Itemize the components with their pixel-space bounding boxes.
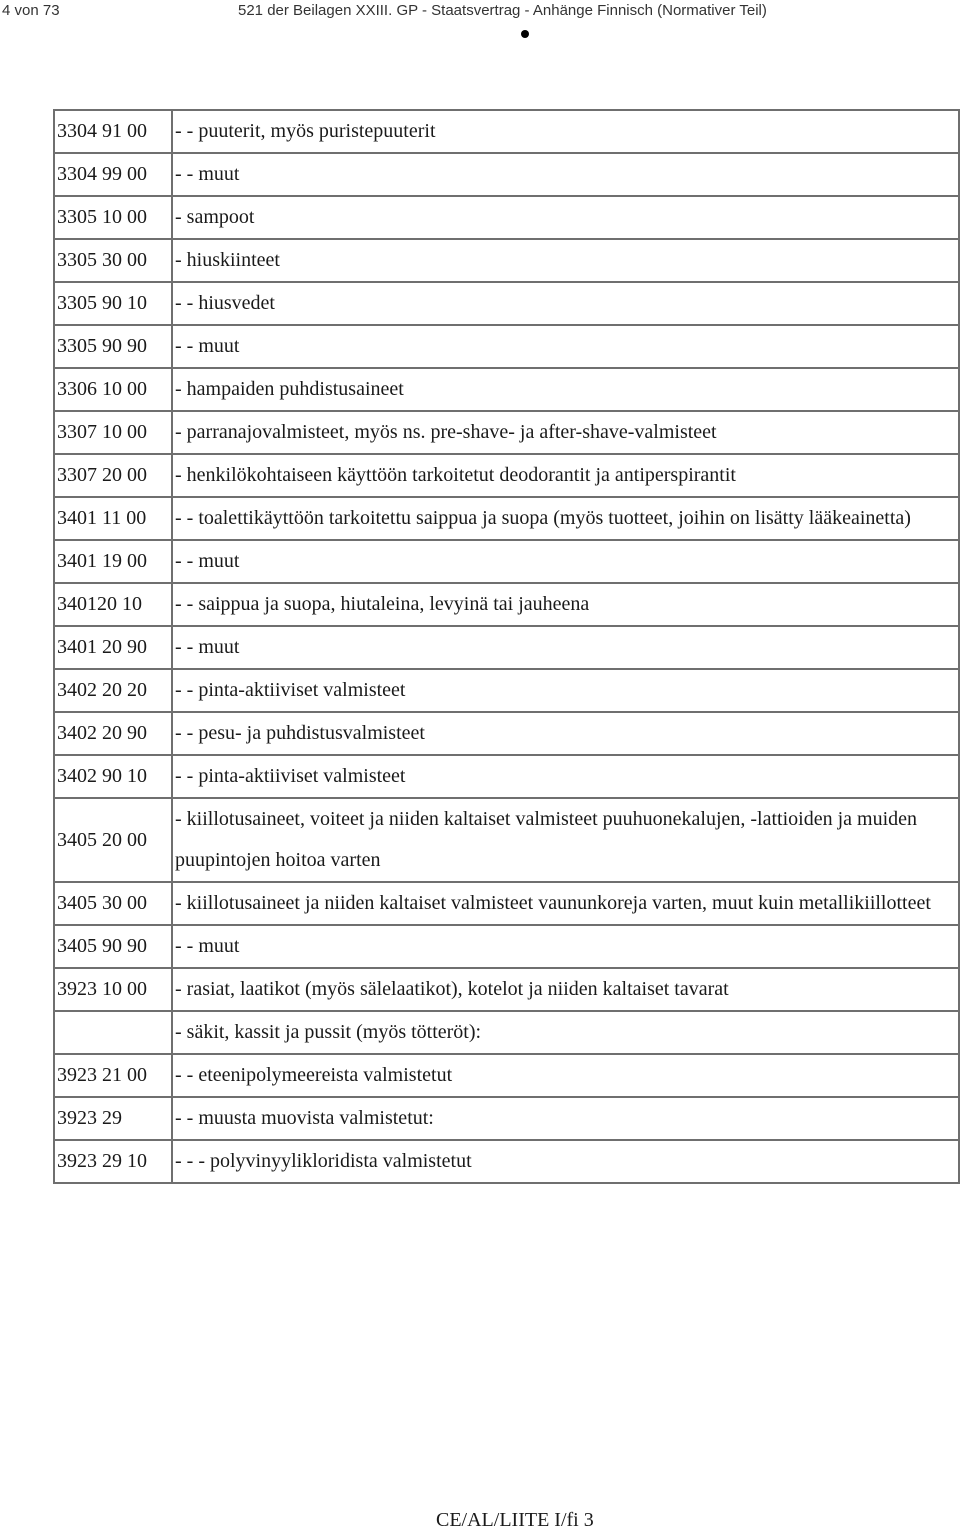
tariff-description: - - pinta-aktiiviset valmisteet: [172, 669, 959, 712]
table-row: [54, 669, 959, 712]
table-row: [54, 325, 959, 368]
tariff-code: [54, 1011, 172, 1054]
bullet-icon: [521, 30, 529, 38]
tariff-code: 3923 29 10: [54, 1140, 172, 1183]
tariff-code: 3402 20 20: [54, 669, 172, 712]
tariff-code: 3923 29: [54, 1097, 172, 1140]
tariff-description: - hampaiden puhdistusaineet: [172, 368, 959, 411]
table-row: [54, 968, 959, 1011]
table-row: [54, 583, 959, 626]
tariff-description: - kiillotusaineet, voiteet ja niiden kaltaiset valmisteet puuhuonekalujen, -lattioiden ja muiden puupintojen hoitoa varten: [172, 798, 959, 882]
tariff-code: 3306 10 00: [54, 368, 172, 411]
tariff-code: 3405 20 00: [54, 798, 172, 882]
tariff-code: 3401 11 00: [54, 497, 172, 540]
table-row: [54, 411, 959, 454]
tariff-description: - - saippua ja suopa, hiutaleina, levyinä tai jauheena: [172, 583, 959, 626]
table-row: [54, 196, 959, 239]
table-row: [54, 110, 959, 153]
table-row: [54, 755, 959, 798]
tariff-code: 3307 20 00: [54, 454, 172, 497]
tariff-code: 3405 30 00: [54, 882, 172, 925]
table-row: [54, 368, 959, 411]
tariff-description: - sampoot: [172, 196, 959, 239]
tariff-code: 3402 90 10: [54, 755, 172, 798]
tariff-description: - - hiusvedet: [172, 282, 959, 325]
tariff-description: - - muut: [172, 540, 959, 583]
tariff-code: 3304 91 00: [54, 110, 172, 153]
table-row: [54, 454, 959, 497]
tariff-description: - parranajovalmisteet, myös ns. pre-shave- ja after-shave-valmisteet: [172, 411, 959, 454]
tariff-description: - - muusta muovista valmistetut:: [172, 1097, 959, 1140]
table-row: [54, 153, 959, 196]
tariff-description: - kiillotusaineet ja niiden kaltaiset valmisteet vaununkoreja varten, muut kuin metallikiillotteet: [172, 882, 959, 925]
tariff-description: - - muut: [172, 925, 959, 968]
tariff-table: [53, 109, 960, 1184]
table-row: [54, 798, 959, 882]
tariff-code: 3402 20 90: [54, 712, 172, 755]
table-row: [54, 882, 959, 925]
table-row: [54, 712, 959, 755]
tariff-description: - - eteenipolymeereista valmistetut: [172, 1054, 959, 1097]
tariff-description: - rasiat, laatikot (myös sälelaatikot), kotelot ja niiden kaltaiset tavarat: [172, 968, 959, 1011]
tariff-code: 3305 30 00: [54, 239, 172, 282]
tariff-code: 3304 99 00: [54, 153, 172, 196]
table-row: [54, 497, 959, 540]
tariff-description: - - puuterit, myös puristepuuterit: [172, 110, 959, 153]
tariff-code: 3307 10 00: [54, 411, 172, 454]
document-title: 521 der Beilagen XXIII. GP - Staatsvertrag - Anhänge Finnisch (Normativer Teil): [238, 2, 767, 19]
page-number: 4 von 73: [2, 2, 60, 19]
table-row: [54, 1097, 959, 1140]
tariff-description: - - pinta-aktiiviset valmisteet: [172, 755, 959, 798]
table-row: [54, 282, 959, 325]
tariff-code: 3405 90 90: [54, 925, 172, 968]
tariff-description: - säkit, kassit ja pussit (myös tötteröt):: [172, 1011, 959, 1054]
table-row: [54, 925, 959, 968]
tariff-description: - - pesu- ja puhdistusvalmisteet: [172, 712, 959, 755]
tariff-code: 340120 10: [54, 583, 172, 626]
tariff-code: 3923 21 00: [54, 1054, 172, 1097]
tariff-code: 3401 19 00: [54, 540, 172, 583]
tariff-description: - - muut: [172, 153, 959, 196]
tariff-description: - - muut: [172, 626, 959, 669]
tariff-code: 3305 90 10: [54, 282, 172, 325]
tariff-description: - - - polyvinyylikloridista valmistetut: [172, 1140, 959, 1183]
table-row: [54, 239, 959, 282]
tariff-description: - - toalettikäyttöön tarkoitettu saippua ja suopa (myös tuotteet, joihin on lisätty lääkeainetta): [172, 497, 959, 540]
table-row: [54, 540, 959, 583]
page-header: [0, 0, 960, 30]
tariff-description: - henkilökohtaiseen käyttöön tarkoitetut deodorantit ja antiperspirantit: [172, 454, 959, 497]
tariff-code: 3305 10 00: [54, 196, 172, 239]
tariff-code: 3923 10 00: [54, 968, 172, 1011]
table-row: [54, 626, 959, 669]
tariff-code: 3401 20 90: [54, 626, 172, 669]
table-row: [54, 1054, 959, 1097]
page-footer-reference: CE/AL/LIITE I/fi 3: [436, 1509, 594, 1531]
table-row: [54, 1140, 959, 1183]
table-row: [54, 1011, 959, 1054]
tariff-description: - - muut: [172, 325, 959, 368]
tariff-description: - hiuskiinteet: [172, 239, 959, 282]
tariff-code: 3305 90 90: [54, 325, 172, 368]
